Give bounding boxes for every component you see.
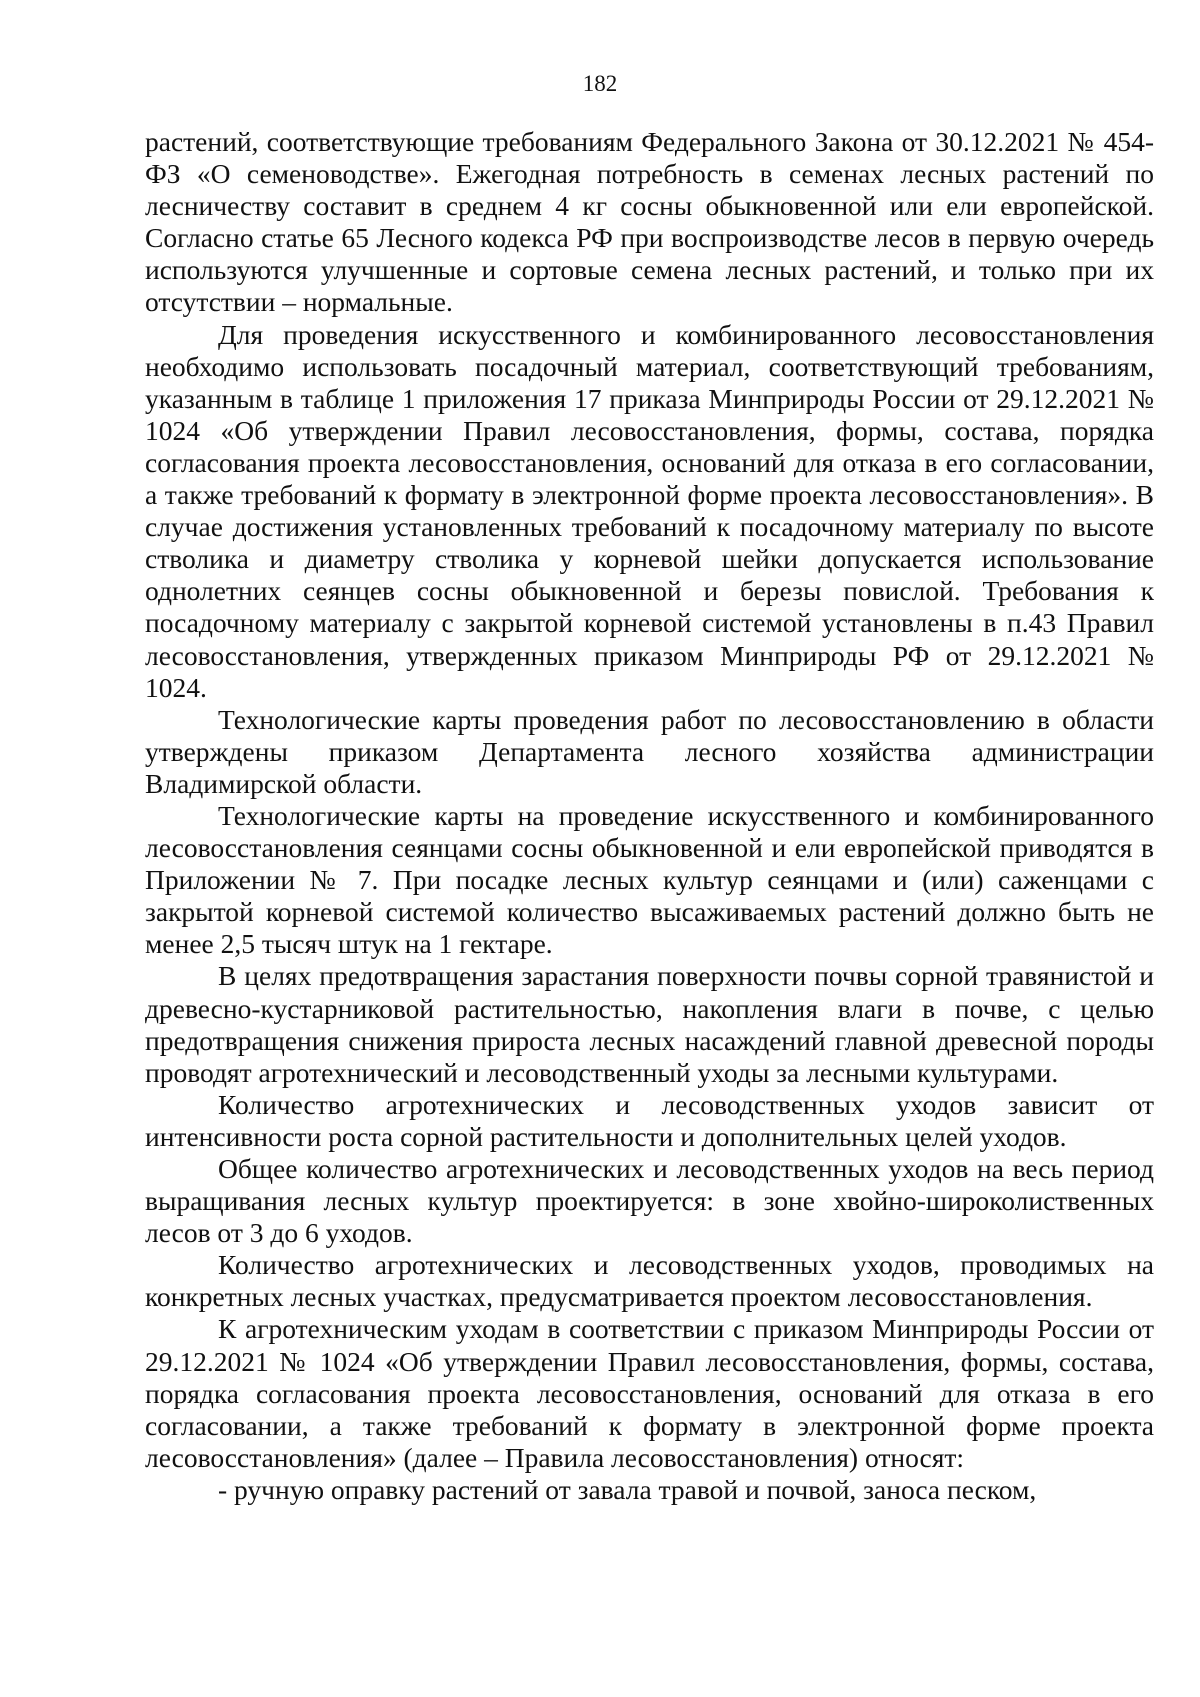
page-number: 182 [582,71,618,96]
list-item: - ручную оправку растений от завала травой и почвой, заноса песком, [218,1473,1037,1505]
paragraph-total-care-count: Общее количество агротехнических и лесоводственных уходов на весь период выращивания лесных культур проектируется: в зоне хвойно-широколиственных лесов от 3 до 6 уходов. [145,1153,1154,1249]
body-text [145,126,1154,1506]
paragraph-care-count-dependency: Количество агротехнических и лесоводственных уходов зависит от интенсивности роста сорной растительности и дополнительных целей уходов. [145,1088,1154,1152]
paragraph-technological-maps-appendix: Технологические карты на проведение искусственного и комбинированного лесовосстановления сеянцами сосны обыкновенной и ели европейской приводятся в Приложении № 7. При посадке лесных культур сеянцами и (или) саженцами с закрытой корневой системой количество высаживаемых растений должно быть не менее 2,5 тысяч штук на 1 гектаре. [145,799,1154,960]
paragraph-care-project: Количество агротехнических и лесоводственных уходов, проводимых на конкретных лесных участках, предусматривается проектом лесовосстановления. [145,1249,1154,1313]
paragraph-care-purpose: В целях предотвращения зарастания поверхности почвы сорной травянистой и древесно-кустарниковой растительностью, накопления влаги в почве, с целью предотвращения снижения прироста лесных насаждений главной древесной породы проводят агротехнический и лесоводственный уходы за лесными культурами. [145,960,1154,1088]
paragraph-planting-material: Для проведения искусственного и комбинированного лесовосстановления необходимо использовать посадочный материал, соответствующий требованиям, указанным в таблице 1 приложения 17 приказа Минприроды России от 29.12.2021 № 1024 «Об утверждении Правил лесовосстановления, формы, состава, порядка согласования проекта лесовосстановления, оснований для отказа в его согласовании, а также требований к формату в электронной форме проекта лесовосстановления». В случае достижения установленных требований к посадочному материалу по высоте стволика и диаметру стволика у корневой шейки допускается использование однолетних сеянцев сосны обыкновенной и березы повислой. Требования к посадочному материалу с закрытой корневой системой установлены в п.43 Правил лесовосстановления, утвержденных приказом Минприроды РФ от 29.12.2021 № 1024. [145,318,1154,703]
paragraph-technological-maps-approval: Технологические карты проведения работ по лесовосстановлению в области утверждены приказом Департамента лесного хозяйства администрации Владимирской области. [145,703,1154,799]
paragraph-seeds-continuation: растений, соответствующие требованиям Федерального Закона от 30.12.2021 № 454-ФЗ «О семеноводстве». Ежегодная потребность в семенах лесных растений по лесничеству составит в среднем 4 кг сосны обыкновенной или ели европейской. Согласно статье 65 Лесного кодекса РФ при воспроизводстве лесов в первую очередь используются улучшенные и сортовые семена лесных растений, и только при их отсутствии – нормальные. [145,126,1154,318]
paragraph-agrotechnical-care-intro: К агротехническим уходам в соответствии с приказом Минприроды России от 29.12.2021 № 1024 «Об утверждении Правил лесовосстановления, формы, состава, порядка согласования проекта лесовосстановления, оснований для отказа в его согласовании, а также требований к формату в электронной форме проекта лесовосстановления» (далее – Правила лесовосстановления) относят: [145,1313,1154,1473]
